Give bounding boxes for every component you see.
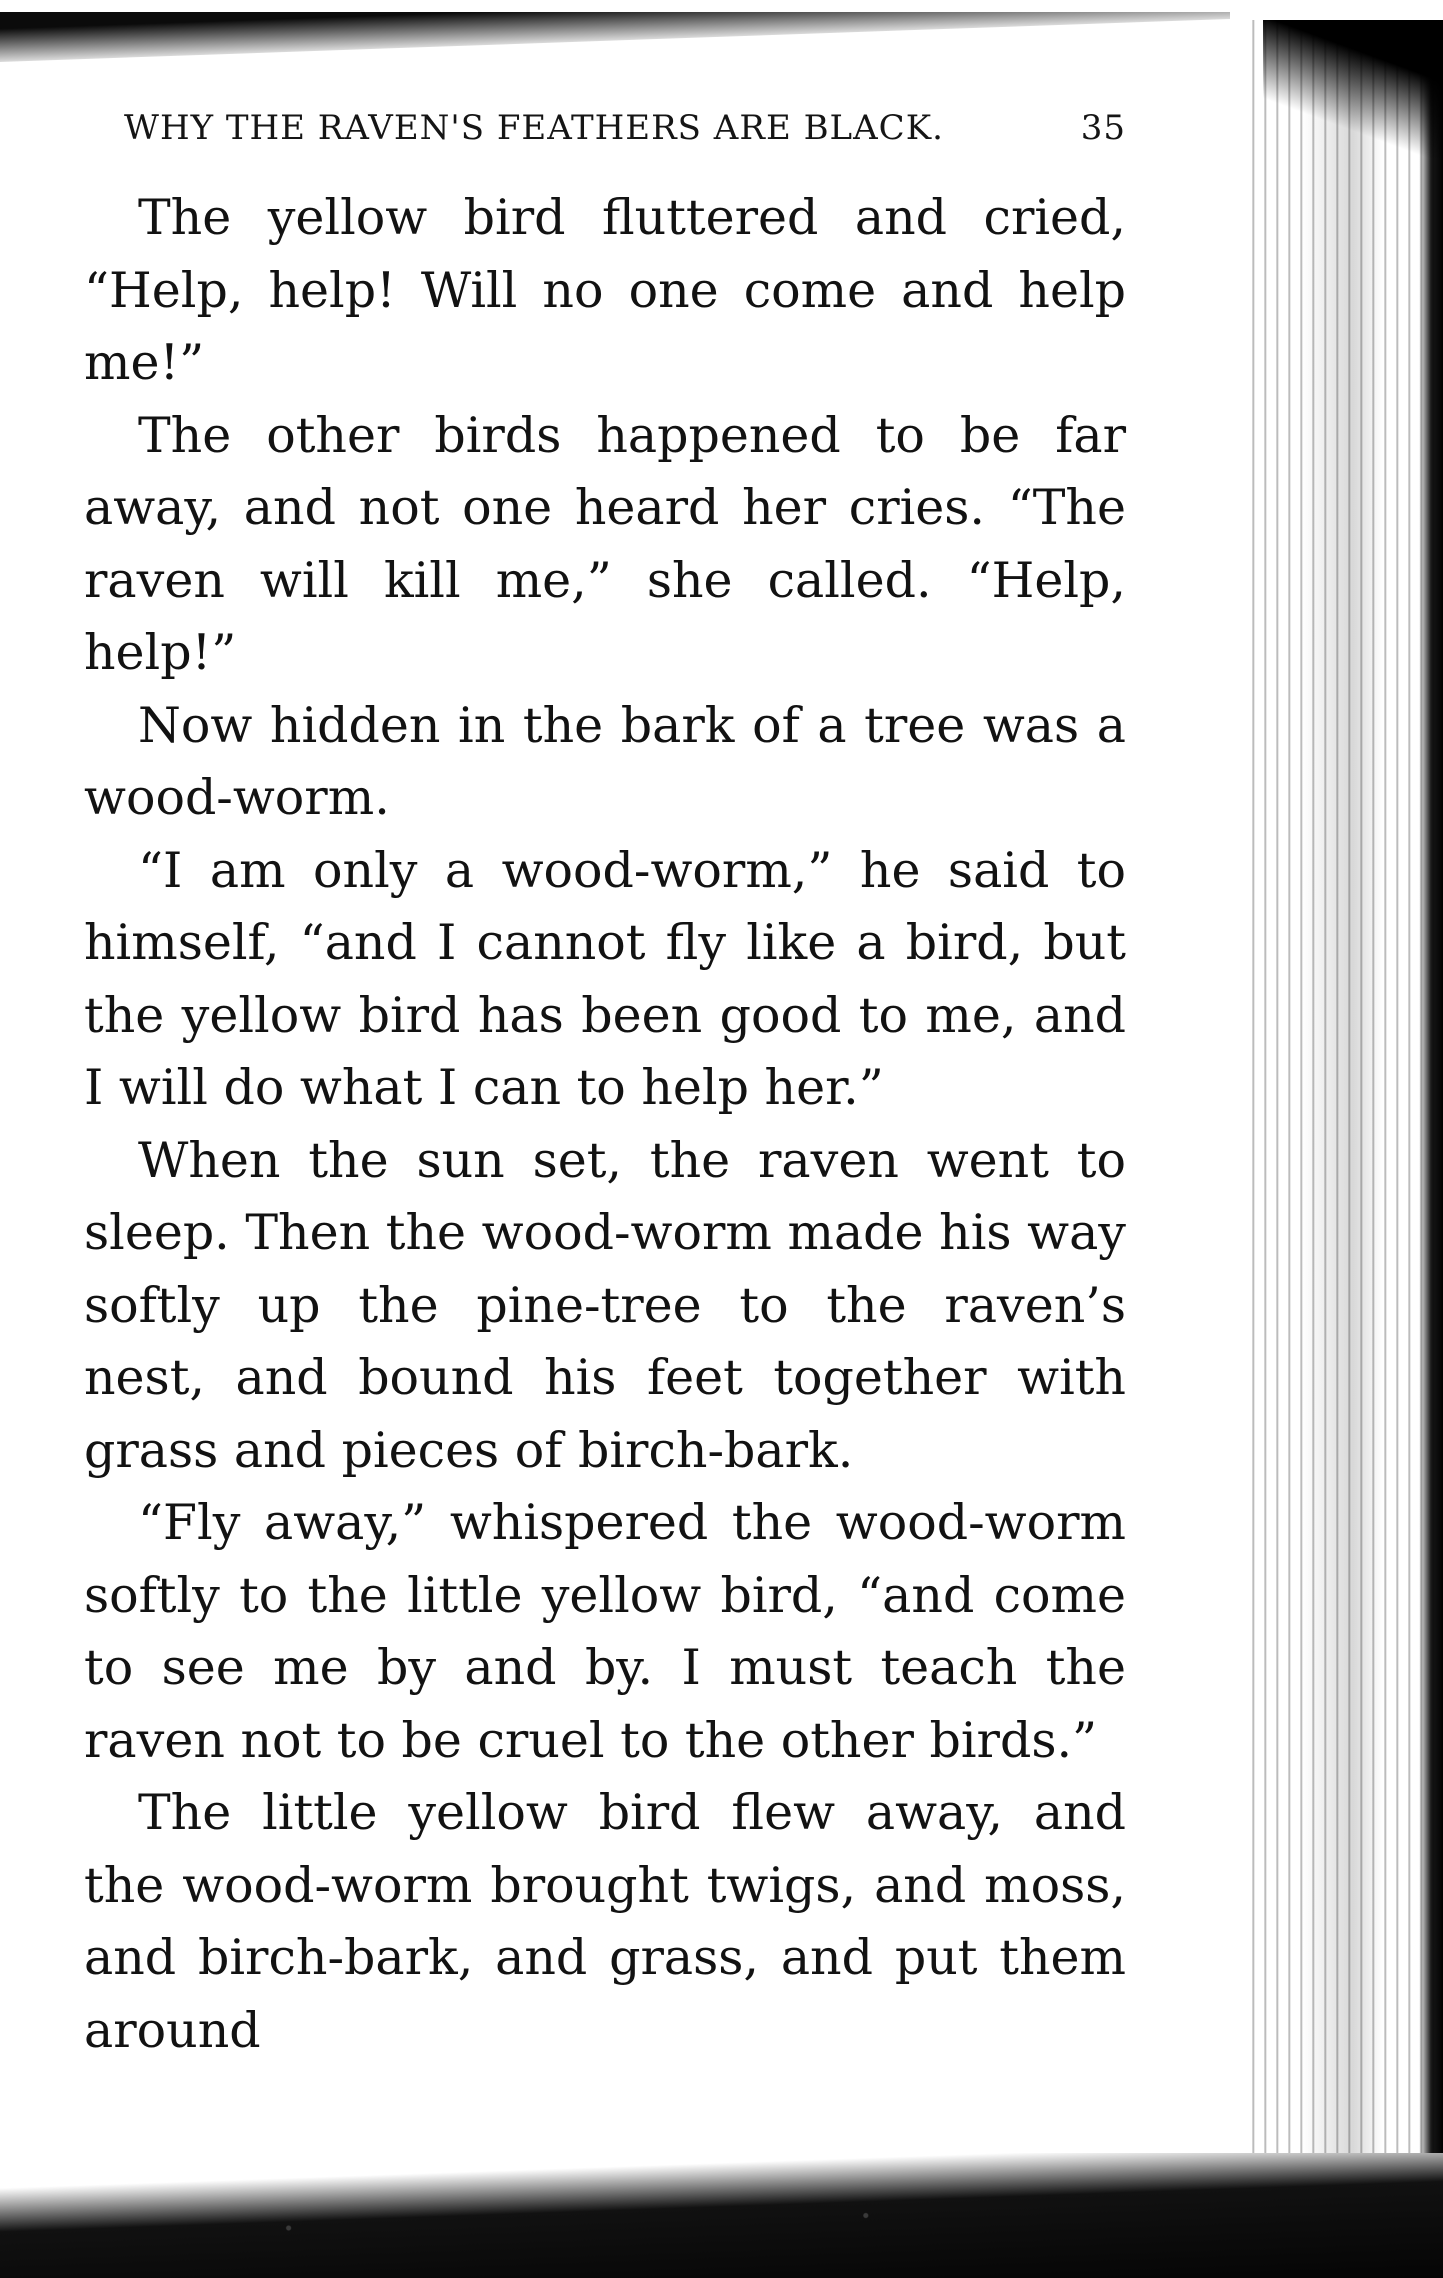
- book-spine-corner: [1263, 20, 1443, 160]
- paragraph: The yellow bird fluttered and cried, “Help, help! Will no one come and help me!”: [84, 189, 1126, 391]
- paragraph: Now hidden in the bark of a tree was a wood-worm.: [84, 696, 1126, 826]
- scan-bottom-edge: [0, 2153, 1443, 2278]
- body-text: [84, 182, 1126, 2067]
- page-content: [84, 108, 1126, 2067]
- running-head-title: WHY THE RAVEN'S FEATHERS ARE BLACK.: [124, 108, 944, 148]
- paragraph: The other birds happened to be far away, and not one heard her cries. “The raven will kill me,” she called. “Help, help!”: [84, 406, 1126, 681]
- paragraph: “I am only a wood-worm,” he said to himself, “and I cannot fly like a bird, but the yellow bird has been good to me, and I will do what I can to help her.”: [84, 841, 1126, 1116]
- running-head: [124, 108, 1126, 148]
- paragraph: When the sun set, the raven went to sleep. Then the wood-worm made his way softly up the pine-tree to the raven’s nest, and bound his feet together with grass and pieces of birch-bark.: [84, 1131, 1126, 1479]
- book-spine-edge: [1243, 20, 1443, 2170]
- paragraph: The little yellow bird flew away, and the wood-worm brought twigs, and moss, and birch-bark, and grass, and put them around: [84, 1784, 1126, 2059]
- paragraph: “Fly away,” whispered the wood-worm softly to the little yellow bird, “and come to see me by and by. I must teach the raven not to be cruel to the other birds.”: [84, 1494, 1126, 1769]
- page-number: 35: [1080, 108, 1126, 148]
